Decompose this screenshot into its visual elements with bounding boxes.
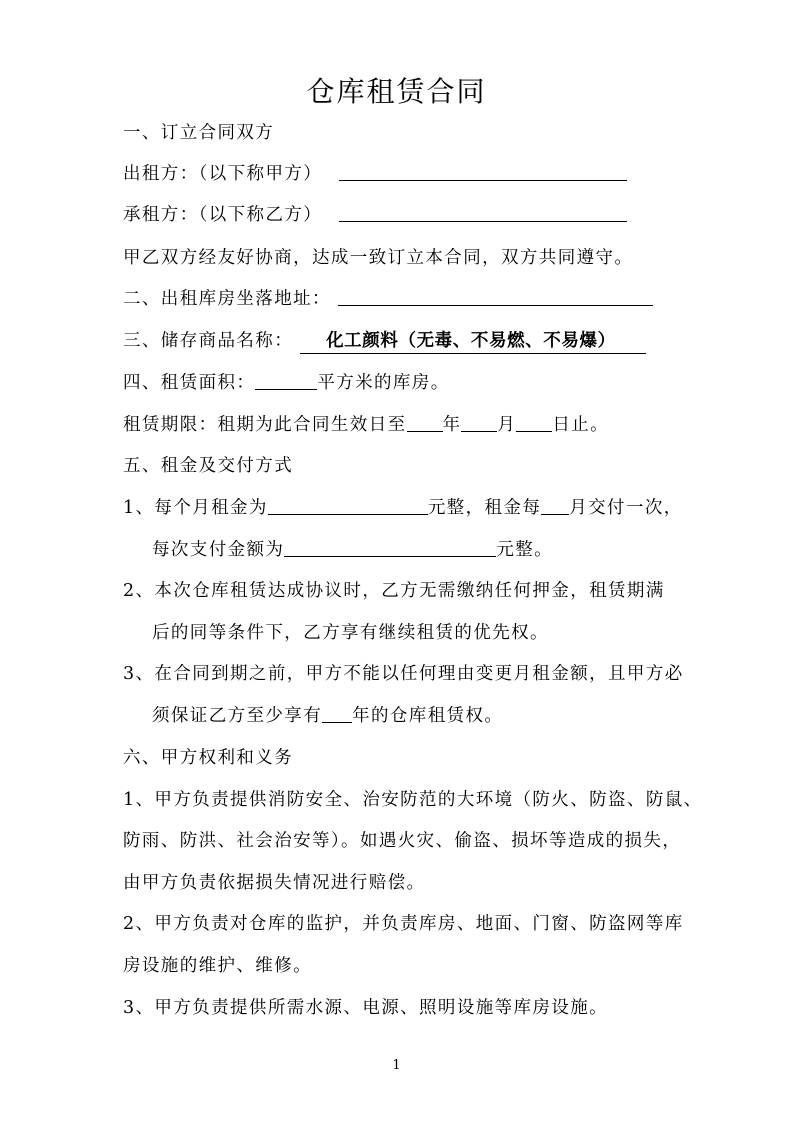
monthly-rent-blank <box>268 496 428 515</box>
rent-item-3-line-2 <box>152 704 712 728</box>
rent-item-1-p4: 每次支付金额为 <box>152 540 285 560</box>
rent-item-1-p5: 元整。 <box>496 540 554 560</box>
rent-item-3-l2b: 年的仓库租赁权。 <box>352 706 504 726</box>
duty-item-2-line-2: 房设施的维护、维修。 <box>123 956 312 976</box>
rent-item-2-line-1: 2、本次仓库租赁达成协议时，乙方无需缴纳任何押金，租赁期满 <box>123 581 665 601</box>
lessee-name-blank <box>339 203 627 222</box>
area-blank <box>255 371 317 390</box>
area-label: 四、租赁面积： <box>123 373 256 393</box>
duty-item-1-line-3: 由甲方负责依据损失情况进行赔偿。 <box>123 873 426 893</box>
duty-item-1-line-1: 1、甲方负责提供消防安全、治安防范的大环境（防火、防盗、防鼠、 <box>123 790 703 810</box>
page-number: 1 <box>392 1058 401 1073</box>
lessee-label: 承租方：（以下称乙方） <box>123 205 323 225</box>
rent-item-1-p2: 元整，租金每 <box>427 498 542 518</box>
section-5-heading: 五、租金及交付方式 <box>123 456 294 476</box>
lessor-line <box>123 162 683 186</box>
period-day-suffix: 日止。 <box>552 415 610 435</box>
duty-item-2-line-1: 2、甲方负责对仓库的监护，并负责库房、地面、门窗、防盗网等库 <box>123 914 684 934</box>
agreement-text: 甲乙双方经友好协商，达成一致订立本合同，双方共同遵守。 <box>123 248 634 268</box>
rent-item-1-line-1 <box>123 496 683 520</box>
lease-years-blank <box>322 704 352 723</box>
lease-period-line <box>123 413 683 437</box>
duty-item-1-line-2: 防雨、防洪、社会治安等）。如遇火灾、偷盗、损坏等造成的损失， <box>123 831 682 851</box>
year-blank <box>407 413 443 432</box>
document-title: 仓库租赁合同 <box>306 75 487 108</box>
area-suffix: 平方米的库房。 <box>317 373 450 393</box>
payment-interval-blank <box>541 496 569 515</box>
day-blank <box>516 413 552 432</box>
area-line <box>123 371 683 395</box>
lessor-name-blank <box>339 162 627 181</box>
period-month: 月 <box>497 415 517 435</box>
address-blank <box>338 287 653 306</box>
rent-item-1-p1: 1、每个月租金为 <box>123 498 268 518</box>
goods-label: 三、储存商品名称： <box>123 331 294 351</box>
rent-item-2-line-2: 后的同等条件下，乙方享有继续租赁的优先权。 <box>152 623 549 643</box>
period-prefix: 租赁期限：租期为此合同生效日至 <box>123 415 407 435</box>
payment-amount-blank <box>284 538 496 557</box>
lessee-line <box>123 203 683 227</box>
month-blank <box>461 413 497 432</box>
lessor-label: 出租方：（以下称甲方） <box>123 164 323 184</box>
rent-item-1-line-2 <box>152 538 712 562</box>
rent-item-3-line-1: 3、在合同到期之前，甲方不能以任何理由变更月租金额，且甲方必 <box>123 664 684 684</box>
rent-item-1-p3: 月交付一次， <box>569 498 683 518</box>
address-line <box>123 287 683 311</box>
rent-item-3-l2a: 须保证乙方至少享有 <box>152 706 323 726</box>
section-6-heading: 六、甲方权利和义务 <box>123 748 294 768</box>
goods-line <box>123 329 683 354</box>
goods-value: 化工颜料（无毒、不易燃、不易爆） <box>300 329 646 354</box>
address-label: 二、出租库房坐落地址： <box>123 289 331 309</box>
section-1-heading: 一、订立合同双方 <box>123 123 275 143</box>
period-year: 年 <box>442 415 462 435</box>
duty-item-3-line-1: 3、甲方负责提供所需水源、电源、照明设施等库房设施。 <box>123 998 609 1018</box>
